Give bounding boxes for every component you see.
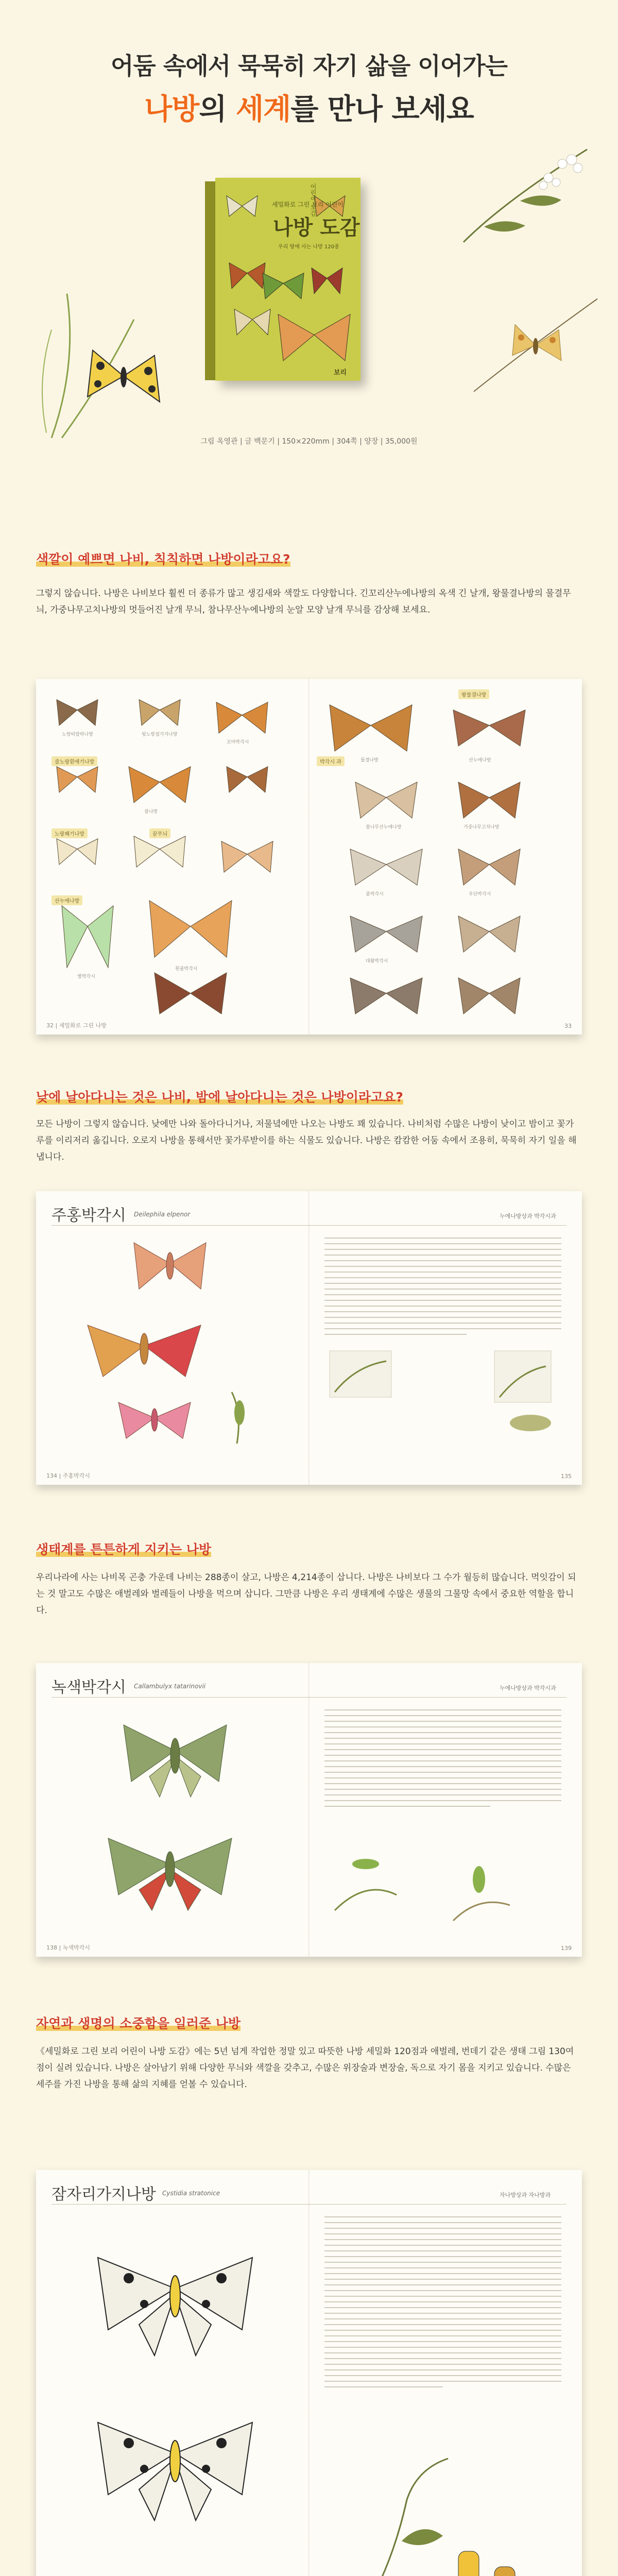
spread-1-left-label: 산누에나방 (52, 895, 82, 905)
section-3-body: 우리나라에 사는 나비목 곤충 가운데 나비는 288종이 살고, 나방은 4,214종이 삽니다. 나방은 나비보다 그 수가 월등히 많습니다. 먹잇감이 되는 것 말고도 수많은 애벌레와 벌레들이 나방을 먹으며 삽니다. 그만큼 나방은 우리 생태계에 수많은 생물의 그물망 속에서 중요한 역할을 합니다. (36, 1572, 576, 1616)
section-1-heading: 색깔이 예쁘면 나비, 칙칙하면 나방이라고요? (36, 552, 290, 567)
section-3-heading: 생태계를 튼튼하게 지키는 나방 (36, 1542, 212, 1557)
hero-highlight-world: 세계 (236, 93, 291, 126)
spread-1-left-label: 줄노랑흰애기나방 (52, 756, 97, 766)
spread-4-moth-plates (36, 2211, 309, 2576)
spread-1-left-label: 별박각시 (77, 974, 95, 979)
spread-4-ecology-illustrations (324, 2438, 561, 2576)
spread-4-entry-tag: 자나방상과 자나방과 (500, 2192, 551, 2198)
spread-1-left-label: 참나방 (144, 809, 158, 815)
book-specs: 그림 옥영관 | 글 백문기 | 150×220mm | 304쪽 | 양장 | 35,000원 (200, 437, 418, 446)
spread-4-entry-latin: Cystidia stratonice (162, 2190, 220, 2197)
spread-2-body-text (324, 1238, 561, 1340)
spread-3 (36, 1663, 582, 1957)
section-4-heading: 자연과 생명의 소중함을 일러준 나방 (36, 2016, 241, 2031)
section-2-body: 모든 나방이 그렇지 않습니다. 낮에만 나와 돌아다니거나, 저물녘에만 나오는 나방도 꽤 있습니다. 나비처럼 수많은 나방이 낮이고 밤이고 꽃가루를 이리저리 옮깁니다. 오로지 나방을 통해서만 꽃가루받이를 하는 식물도 있습니다. 나방은 캄캄한 어둠 속에서 조용히, 묵묵히 자기 일을 해 냅니다. (36, 1119, 577, 1162)
spread-3-entry-title: 녹색박각시 (52, 1679, 126, 1697)
spread-1-page-right: 33 (564, 1023, 572, 1029)
spread-1-right-label: 산누에나방 (469, 758, 491, 763)
spread-3-ecology-illustrations (324, 1833, 561, 1946)
spread-4-entry-title: 잠자리가지나방 (52, 2185, 156, 2204)
spread-1-left-label: 뒷노랑점가지나방 (142, 732, 178, 737)
hero-moth-yellow-illustration (464, 289, 608, 402)
spread-1-page-left: 32 | 세밀화로 그린 나방 (46, 1022, 107, 1029)
spread-1 (36, 679, 582, 1035)
hero-mid: 의 (199, 93, 236, 126)
spread-2-page-right: 135 (561, 1473, 572, 1480)
hero-flower-illustration (443, 139, 597, 263)
spread-3-page-right: 139 (561, 1945, 572, 1952)
spread-2-entry-tag: 누에나방상과 박각시과 (500, 1213, 556, 1219)
hero-title-line1: 어둠 속에서 묵묵히 자기 삶을 이어가는 (110, 52, 508, 80)
book-info: 우리 땅에 사는 나방 120종 (278, 244, 339, 250)
spread-1-right-label: 대왕박각시 (366, 959, 388, 964)
spread-2-page-left: 134 | 주홍박각시 (46, 1472, 90, 1479)
spread-1-right-label: 우단박각시 (469, 892, 491, 897)
hero-grass-moth-illustration (31, 289, 201, 443)
spread-3-body-text (324, 1709, 561, 1811)
book-title: 나방 도감 (273, 215, 360, 240)
spread-3-moth-plates (36, 1699, 309, 1941)
spread-3-entry-latin: Callambulyx tatarinovii (134, 1683, 206, 1690)
section-4-body: 《세밀화로 그린 보리 어린이 나방 도감》에는 5년 넘게 작업한 정말 있고 따뜻한 나방 세밀화 120점과 애벌레, 번데기 같은 생태 그림 130여 점이 실려 있습니다. 나방은 살아남기 위해 다양한 무늬와 색깔을 갖추고, 수많은 위장술과 변장술, 독으로 자기 몸을 지키고 있습니다. 수많은 세주를 가진 나방을 통해 삶의 지혜를 얻볼 수 있습니다. (36, 2046, 574, 2090)
hero-end: 를 만나 보세요 (290, 93, 474, 126)
spread-1-left-label: 끝무늬 (149, 828, 170, 838)
book-small-title: 세밀화로 그린 보리 어린이 (272, 201, 344, 208)
section-2-heading: 낮에 날아다니는 것은 나비, 밤에 날아다니는 것은 나방이라고요? (36, 1090, 403, 1105)
spread-2-entry-latin: Deilephila elpenor (134, 1211, 191, 1218)
spread-2-moth-plates (36, 1227, 309, 1469)
spread-1-left-label: 꼬마박각시 (227, 740, 249, 745)
spread-4-body-text (324, 2216, 561, 2392)
spread-1-right-label: 줄박각시 (366, 892, 384, 897)
book-spine (205, 181, 216, 380)
spread-1-right-label: 물결나방 (360, 758, 379, 763)
hero-title-line2 (0, 87, 618, 128)
spread-1-right-label: 박각시 과 (317, 756, 345, 766)
spread-3-page-left: 138 | 녹색박각시 (46, 1944, 90, 1951)
spread-4 (36, 2170, 582, 2576)
spread-1-left-label: 노랑쐐기나방 (52, 828, 88, 838)
spread-1-right-label: 가중나무고치나방 (464, 825, 500, 830)
spread-1-right-label: 왕물결나방 (458, 689, 489, 699)
spread-1-left-label: 노랑띠알락나방 (62, 732, 93, 737)
spread-1-left-label: 흰줄박각시 (175, 967, 198, 972)
spread-1-moth-plate (36, 679, 582, 1035)
section-1-body: 그렇지 않습니다. 나방은 나비보다 훨씬 더 종류가 많고 생김새와 색깔도 다양합니다. 긴꼬리산누에나방의 옥색 긴 날개, 왕물결나방의 물결무늬, 가중나무고치나방의 멋들어진 날개 무늬, 참나무산누에나방의 눈알 모양 날개 무늬를 감상해 보세요. (36, 588, 571, 615)
spread-2 (36, 1191, 582, 1485)
book-publisher-logo: 보리 (334, 369, 347, 377)
spread-2-ecology-illustrations (324, 1346, 561, 1469)
book-spine-subtitle: 어린이 도감 (310, 183, 317, 216)
spread-3-entry-tag: 누에나방상과 박각시과 (500, 1685, 556, 1691)
spread-2-entry-title: 주홍박각시 (52, 1207, 126, 1225)
hero-highlight-moth: 나방 (144, 93, 199, 126)
spread-1-right-label: 참나무산누에나방 (366, 825, 402, 830)
